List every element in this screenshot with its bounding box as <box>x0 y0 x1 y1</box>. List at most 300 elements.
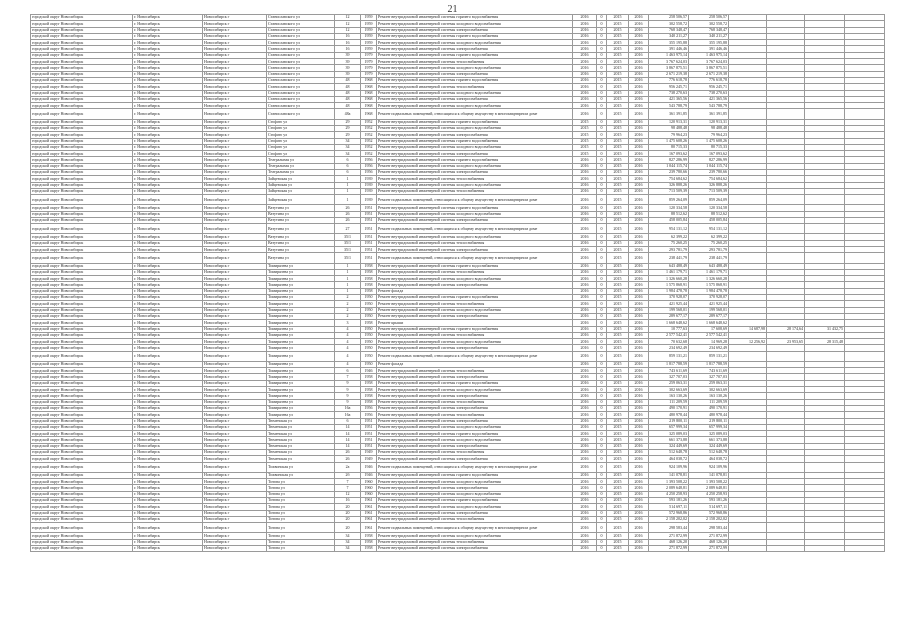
cell-cost: 514 697,11 <box>649 504 689 510</box>
cell-work-type: Ремонт внутридомовой инженерной системы теплоснабжения <box>377 269 573 275</box>
cell-plan-year: 2016 <box>573 188 597 194</box>
cell-count: 0 <box>597 307 607 313</box>
cell-end-year: 2016 <box>629 504 649 510</box>
cell-work-type: Ремонт подвальных помещений, относящихся к общему имуществу в многоквартирном доме <box>377 351 573 361</box>
cell-count: 0 <box>597 90 607 96</box>
cell-start-year: 2015 <box>607 479 629 485</box>
cell-year-built: 1958 <box>361 276 377 282</box>
cell-year-built: 1959 <box>361 40 377 46</box>
cell-year-built: 1951 <box>361 247 377 253</box>
cell-count: 0 <box>597 418 607 424</box>
cell-plan-year: 2016 <box>573 491 597 497</box>
cell-count: 0 <box>597 52 607 58</box>
cell-district: городской округ Новосибирск <box>31 443 133 449</box>
cell-total: 302 663,69 <box>689 387 729 393</box>
cell-house: 20 <box>335 516 361 522</box>
cell-year-built: 1956 <box>361 405 377 411</box>
cell-start-year: 2015 <box>607 545 629 551</box>
cell-work-type: Ремонт внутридомовой инженерной системы электроснабжения <box>377 393 573 399</box>
cell-start-year: 2015 <box>607 46 629 52</box>
cell-start-year: 2015 <box>607 188 629 194</box>
cell-end-year: 2016 <box>629 545 649 551</box>
cell-house: 2 <box>335 307 361 313</box>
cell-year-built: 1958 <box>361 269 377 275</box>
cell-city: Новосибирск г <box>203 437 267 443</box>
cell-end-year: 2016 <box>629 27 649 33</box>
cell-year-built: 1961 <box>361 504 377 510</box>
cell-city: Новосибирск г <box>203 516 267 522</box>
cell-house: 34 <box>335 138 361 144</box>
cell-district: городской округ Новосибирск <box>31 21 133 27</box>
cell-settlement: г. Новосибирск <box>133 326 203 332</box>
cell-total: 370 928,07 <box>689 295 729 301</box>
cell-end-year: 2016 <box>629 405 649 411</box>
cell-district: городской округ Новосибирск <box>31 368 133 374</box>
cell-cost: 776 618,78 <box>649 77 689 83</box>
cell-end-year: 2016 <box>629 387 649 393</box>
cell-plan-year: 2016 <box>573 307 597 313</box>
cell-count: 0 <box>597 326 607 332</box>
cell-plan-year: 2016 <box>573 332 597 338</box>
cell-year-built: 1951 <box>361 437 377 443</box>
cell-work-type: Ремонт внутридомовой инженерной системы теплоснабжения <box>377 240 573 246</box>
cell-cost: 391 446,46 <box>649 46 689 52</box>
cell-work-type: Ремонт внутридомовой инженерной системы холодного водоснабжения <box>377 21 573 27</box>
cell-city: Новосибирск г <box>203 59 267 65</box>
cell-count: 0 <box>597 450 607 456</box>
cell-cost: 859 131,21 <box>649 351 689 361</box>
cell-total: 391 446,46 <box>689 46 729 52</box>
cell-total: 543 788,79 <box>689 103 729 109</box>
cell-work-type: Ремонт внутридомовой инженерной системы горячего водоснабжения <box>377 205 573 211</box>
cell-district: городской округ Новосибирск <box>31 27 133 33</box>
cell-year-built: 1959 <box>361 21 377 27</box>
cell-count: 0 <box>597 424 607 430</box>
cell-extra-3 <box>805 351 845 361</box>
cell-end-year: 2016 <box>629 176 649 182</box>
cell-work-type: Ремонт внутридомовой инженерной системы холодного водоснабжения <box>377 65 573 71</box>
cell-total: 271 872,99 <box>689 545 729 551</box>
cell-house: 6 <box>335 157 361 163</box>
cell-district: городской округ Новосибирск <box>31 182 133 188</box>
cell-end-year: 2016 <box>629 539 649 545</box>
cell-street: Станиславского ул <box>267 90 335 96</box>
cell-end-year: 2016 <box>629 320 649 326</box>
cell-extra-3 <box>805 523 845 533</box>
cell-count: 0 <box>597 320 607 326</box>
cell-district: городской округ Новосибирск <box>31 405 133 411</box>
cell-total: 738 270,63 <box>689 90 729 96</box>
cell-total: 661 373,88 <box>689 437 729 443</box>
cell-street: Тюменская ул <box>267 443 335 449</box>
cell-house: 26 <box>335 217 361 223</box>
cell-street: Станиславского ул <box>267 77 335 83</box>
cell-city: Новосибирск г <box>203 539 267 545</box>
cell-district: городской округ Новосибирск <box>31 65 133 71</box>
cell-city: Новосибирск г <box>203 368 267 374</box>
cell-house: 29 <box>335 119 361 125</box>
cell-city: Новосибирск г <box>203 412 267 418</box>
cell-plan-year: 2016 <box>573 263 597 269</box>
cell-total: 643 488,49 <box>689 263 729 269</box>
cell-street: Тимирязева ул <box>267 393 335 399</box>
cell-count: 0 <box>597 163 607 169</box>
cell-total: 754 684,62 <box>689 176 729 182</box>
cell-district: городской округ Новосибирск <box>31 119 133 125</box>
cell-year-built: 1951 <box>361 234 377 240</box>
cell-year-built: 1959 <box>361 46 377 52</box>
cell-cost: 70 632,68 <box>649 339 689 345</box>
cell-house: 6 <box>335 418 361 424</box>
cell-end-year: 2016 <box>629 380 649 386</box>
cell-plan-year: 2016 <box>573 33 597 39</box>
cell-district: городской округ Новосибирск <box>31 234 133 240</box>
cell-start-year: 2015 <box>607 65 629 71</box>
cell-count: 0 <box>597 539 607 545</box>
cell-plan-year: 2016 <box>573 399 597 405</box>
cell-count: 0 <box>597 456 607 462</box>
cell-house: 2 <box>335 313 361 319</box>
cell-city: Новосибирск г <box>203 188 267 194</box>
cell-year-built: 1949 <box>361 450 377 456</box>
cell-settlement: г. Новосибирск <box>133 157 203 163</box>
cell-city: Новосибирск г <box>203 424 267 430</box>
cell-total: 258 506,57 <box>689 15 729 21</box>
cell-house: 48 <box>335 84 361 90</box>
cell-district: городской округ Новосибирск <box>31 263 133 269</box>
cell-count: 0 <box>597 412 607 418</box>
table-row <box>31 523 885 533</box>
cell-house: 14 <box>335 424 361 430</box>
cell-year-built: 1949 <box>361 456 377 462</box>
cell-year-built: 1952 <box>361 132 377 138</box>
cell-street: Титова ул <box>267 479 335 485</box>
cell-work-type: Ремонт внутридомовой инженерной системы электроснабжения <box>377 405 573 411</box>
cell-settlement: г. Новосибирск <box>133 456 203 462</box>
cell-year-built: 1968 <box>361 90 377 96</box>
cell-work-type: Ремонт внутридомовой инженерной системы горячего водоснабжения <box>377 263 573 269</box>
cell-year-built: 1961 <box>361 523 377 533</box>
cell-settlement: г. Новосибирск <box>133 21 203 27</box>
cell-district: городской округ Новосибирск <box>31 96 133 102</box>
cell-city: Новосибирск г <box>203 21 267 27</box>
cell-house: 2а <box>335 462 361 472</box>
cell-plan-year: 2016 <box>573 163 597 169</box>
cell-plan-year: 2016 <box>573 301 597 307</box>
table-row <box>31 351 885 361</box>
cell-work-type: Ремонт внутридомовой инженерной системы горячего водоснабжения <box>377 295 573 301</box>
cell-city: Новосибирск г <box>203 450 267 456</box>
cell-district: городской округ Новосибирск <box>31 217 133 223</box>
cell-cost: 572 968,86 <box>649 510 689 516</box>
cell-extra-4 <box>845 195 885 205</box>
cell-end-year: 2016 <box>629 516 649 522</box>
page-number: 21 <box>447 4 458 15</box>
cell-work-type: Ремонт внутридомовой инженерной системы электроснабжения <box>377 485 573 491</box>
cell-house: 35/1 <box>335 253 361 263</box>
cell-city: Новосибирск г <box>203 77 267 83</box>
cell-work-type: Ремонт внутридомовой инженерной системы холодного водоснабжения <box>377 533 573 539</box>
cell-city: Новосибирск г <box>203 263 267 269</box>
cell-end-year: 2016 <box>629 431 649 437</box>
cell-street: Тимирязева ул <box>267 399 335 405</box>
cell-end-year: 2016 <box>629 361 649 367</box>
cell-district: городской округ Новосибирск <box>31 144 133 150</box>
cell-count: 0 <box>597 157 607 163</box>
cell-start-year: 2015 <box>607 132 629 138</box>
cell-street: Титова ул <box>267 485 335 491</box>
cell-work-type: Ремонт внутридомовой инженерной системы холодного водоснабжения <box>377 144 573 150</box>
cell-street: Тюменская ул <box>267 456 335 462</box>
cell-house: 1 <box>335 176 361 182</box>
cell-street: Зайцевская ул <box>267 188 335 194</box>
cell-district: городской округ Новосибирск <box>31 479 133 485</box>
cell-street: Тюменская ул <box>267 450 335 456</box>
cell-street: Тюменская ул <box>267 431 335 437</box>
cell-plan-year: 2016 <box>573 52 597 58</box>
cell-street: Тимирязева ул <box>267 351 335 361</box>
cell-end-year: 2016 <box>629 84 649 90</box>
cell-extra-3: 28 315,48 <box>805 339 845 345</box>
cell-year-built: 1939 <box>361 182 377 188</box>
cell-settlement: г. Новосибирск <box>133 59 203 65</box>
cell-end-year: 2016 <box>629 301 649 307</box>
cell-end-year: 2016 <box>629 170 649 176</box>
cell-start-year: 2015 <box>607 170 629 176</box>
cell-house: 34 <box>335 545 361 551</box>
cell-plan-year: 2016 <box>573 27 597 33</box>
cell-total: 468 126,20 <box>689 539 729 545</box>
cell-plan-year: 2016 <box>573 288 597 294</box>
cell-city: Новосибирск г <box>203 132 267 138</box>
cell-extra-1: 12 256,92 <box>729 339 767 345</box>
cell-count: 0 <box>597 109 607 119</box>
cell-year-built: 1961 <box>361 510 377 516</box>
cell-cost: 1 575 868,91 <box>649 282 689 288</box>
cell-district: городской округ Новосибирск <box>31 269 133 275</box>
cell-start-year: 2015 <box>607 103 629 109</box>
cell-extra-1 <box>729 195 767 205</box>
cell-plan-year: 2016 <box>573 320 597 326</box>
cell-cost: 167 093,62 <box>649 151 689 157</box>
cell-year-built: 1951 <box>361 240 377 246</box>
cell-district: городской округ Новосибирск <box>31 523 133 533</box>
cell-house: 35/1 <box>335 240 361 246</box>
cell-street: Тимирязева ул <box>267 313 335 319</box>
cell-cost: 302 558,72 <box>649 21 689 27</box>
cell-settlement: г. Новосибирск <box>133 27 203 33</box>
cell-street: Тимирязева ул <box>267 282 335 288</box>
cell-total: 572 968,86 <box>689 510 729 516</box>
cell-count: 0 <box>597 533 607 539</box>
cell-total: 859 264,09 <box>689 195 729 205</box>
cell-count: 0 <box>597 545 607 551</box>
cell-year-built: 1939 <box>361 176 377 182</box>
cell-settlement: г. Новосибирск <box>133 412 203 418</box>
cell-plan-year: 2016 <box>573 170 597 176</box>
cell-total: 340 211,27 <box>689 33 729 39</box>
cell-year-built: 1946 <box>361 472 377 478</box>
cell-start-year: 2015 <box>607 217 629 223</box>
cell-plan-year: 2016 <box>573 462 597 472</box>
cell-cost: 490 170,91 <box>649 405 689 411</box>
cell-cost: 2 158 202,02 <box>649 516 689 522</box>
cell-year-built: 1979 <box>361 71 377 77</box>
cell-district: городской округ Новосибирск <box>31 361 133 367</box>
cell-work-type: Ремонт внутридомовой инженерной системы теплоснабжения <box>377 59 573 65</box>
cell-year-built: 1951 <box>361 443 377 449</box>
cell-extra-3 <box>805 253 845 263</box>
cell-street: Тимирязева ул <box>267 301 335 307</box>
cell-street: Станиславского ул <box>267 40 335 46</box>
cell-district: городской округ Новосибирск <box>31 307 133 313</box>
cell-total: 827 286,99 <box>689 157 729 163</box>
cell-start-year: 2015 <box>607 21 629 27</box>
cell-total: 326 888,26 <box>689 182 729 188</box>
cell-cost: 1 463 975,14 <box>649 52 689 58</box>
cell-total: 120 913,31 <box>689 119 729 125</box>
cell-settlement: г. Новосибирск <box>133 96 203 102</box>
cell-year-built: 1952 <box>361 138 377 144</box>
cell-year-built: 1959 <box>361 27 377 33</box>
cell-settlement: г. Новосибирск <box>133 33 203 39</box>
cell-settlement: г. Новосибирск <box>133 320 203 326</box>
cell-total: 956 245,71 <box>689 84 729 90</box>
cell-start-year: 2015 <box>607 138 629 144</box>
cell-year-built: 1958 <box>361 545 377 551</box>
cell-settlement: г. Новосибирск <box>133 119 203 125</box>
cell-total: 1 817 788,59 <box>689 361 729 367</box>
cell-count: 0 <box>597 46 607 52</box>
cell-street: Станиславского ул <box>267 15 335 21</box>
cell-cost: 259 063,31 <box>649 380 689 386</box>
cell-street: Станиславского ул <box>267 103 335 109</box>
cell-house: 2 <box>335 295 361 301</box>
cell-end-year: 2016 <box>629 90 649 96</box>
cell-count: 0 <box>597 144 607 150</box>
cell-count: 0 <box>597 282 607 288</box>
cell-plan-year: 2016 <box>573 485 597 491</box>
cell-count: 0 <box>597 176 607 182</box>
cell-district: городской округ Новосибирск <box>31 437 133 443</box>
cell-plan-year: 2015 <box>573 132 597 138</box>
cell-street: Станиславского ул <box>267 71 335 77</box>
cell-house: 35/1 <box>335 234 361 240</box>
cell-city: Новосибирск г <box>203 320 267 326</box>
cell-cost: 3 767 624,03 <box>649 59 689 65</box>
cell-cost: 289 677,17 <box>649 313 689 319</box>
cell-cost: 271 872,99 <box>649 545 689 551</box>
cell-work-type: Ремонт внутридомовой инженерной системы теплоснабжения <box>377 516 573 522</box>
cell-plan-year: 2016 <box>573 157 597 163</box>
cell-end-year: 2016 <box>629 510 649 516</box>
cell-city: Новосибирск г <box>203 40 267 46</box>
cell-total: 238 441,79 <box>689 253 729 263</box>
cell-start-year: 2015 <box>607 144 629 150</box>
cell-start-year: 2015 <box>607 71 629 77</box>
cell-total: 1 461 179,71 <box>689 269 729 275</box>
cell-year-built: 1950 <box>361 326 377 332</box>
cell-total: 480 978,44 <box>689 412 729 418</box>
cell-district: городской округ Новосибирск <box>31 163 133 169</box>
cell-settlement: г. Новосибирск <box>133 217 203 223</box>
cell-start-year: 2015 <box>607 176 629 182</box>
cell-cost: 98 488,48 <box>649 125 689 131</box>
cell-cost: 163 130,26 <box>649 393 689 399</box>
cell-year-built: 1950 <box>361 332 377 338</box>
cell-end-year: 2016 <box>629 195 649 205</box>
cell-count: 0 <box>597 380 607 386</box>
cell-district: городской округ Новосибирск <box>31 170 133 176</box>
cell-year-built: 1956 <box>361 170 377 176</box>
cell-extra-4 <box>845 462 885 472</box>
cell-settlement: г. Новосибирск <box>133 15 203 21</box>
cell-district: городской округ Новосибирск <box>31 339 133 345</box>
cell-year-built: 1951 <box>361 253 377 263</box>
cell-house: 27 <box>335 224 361 234</box>
cell-count: 0 <box>597 84 607 90</box>
cell-settlement: г. Новосибирск <box>133 138 203 144</box>
cell-work-type: Ремонт внутридомовой инженерной системы электроснабжения <box>377 27 573 33</box>
cell-work-type: Ремонт фасада <box>377 288 573 294</box>
cell-plan-year: 2016 <box>573 295 597 301</box>
cell-settlement: г. Новосибирск <box>133 52 203 58</box>
cell-count: 0 <box>597 472 607 478</box>
cell-start-year: 2015 <box>607 351 629 361</box>
cell-street: Ватутина ул <box>267 247 335 253</box>
cell-year-built: 1950 <box>361 345 377 351</box>
cell-settlement: г. Новосибирск <box>133 170 203 176</box>
cell-end-year: 2016 <box>629 485 649 491</box>
cell-plan-year: 2016 <box>573 479 597 485</box>
cell-city: Новосибирск г <box>203 498 267 504</box>
cell-plan-year: 2016 <box>573 282 597 288</box>
cell-settlement: г. Новосибирск <box>133 418 203 424</box>
cell-house: 48 <box>335 103 361 109</box>
cell-count: 0 <box>597 405 607 411</box>
cell-cost: 859 264,09 <box>649 195 689 205</box>
cell-start-year: 2015 <box>607 211 629 217</box>
cell-cost: 1 044 115,74 <box>649 163 689 169</box>
cell-plan-year: 2016 <box>573 313 597 319</box>
cell-district: городской округ Новосибирск <box>31 59 133 65</box>
cell-settlement: г. Новосибирск <box>133 211 203 217</box>
cell-cost: 661 373,88 <box>649 437 689 443</box>
cell-count: 0 <box>597 224 607 234</box>
cell-settlement: г. Новосибирск <box>133 332 203 338</box>
cell-district: городской округ Новосибирск <box>31 539 133 545</box>
cell-year-built: 1958 <box>361 288 377 294</box>
cell-cost: 421 925,44 <box>649 301 689 307</box>
cell-count: 0 <box>597 65 607 71</box>
cell-cost: 120 334,58 <box>649 205 689 211</box>
cell-end-year: 2016 <box>629 163 649 169</box>
cell-cost: 464 038,72 <box>649 456 689 462</box>
cell-district: городской округ Новосибирск <box>31 84 133 90</box>
cell-plan-year: 2016 <box>573 326 597 332</box>
cell-work-type: Ремонт подвальных помещений, относящихся к общему имуществу в многоквартирном доме <box>377 109 573 119</box>
cell-settlement: г. Новосибирск <box>133 313 203 319</box>
cell-house: 35/1 <box>335 247 361 253</box>
cell-house: 14 <box>335 437 361 443</box>
cell-extra-2 <box>767 253 805 263</box>
cell-end-year: 2016 <box>629 247 649 253</box>
cell-cost: 355 195,88 <box>649 40 689 46</box>
cell-district: городской округ Новосибирск <box>31 52 133 58</box>
cell-end-year: 2016 <box>629 65 649 71</box>
cell-city: Новосибирск г <box>203 240 267 246</box>
cell-plan-year: 2016 <box>573 240 597 246</box>
